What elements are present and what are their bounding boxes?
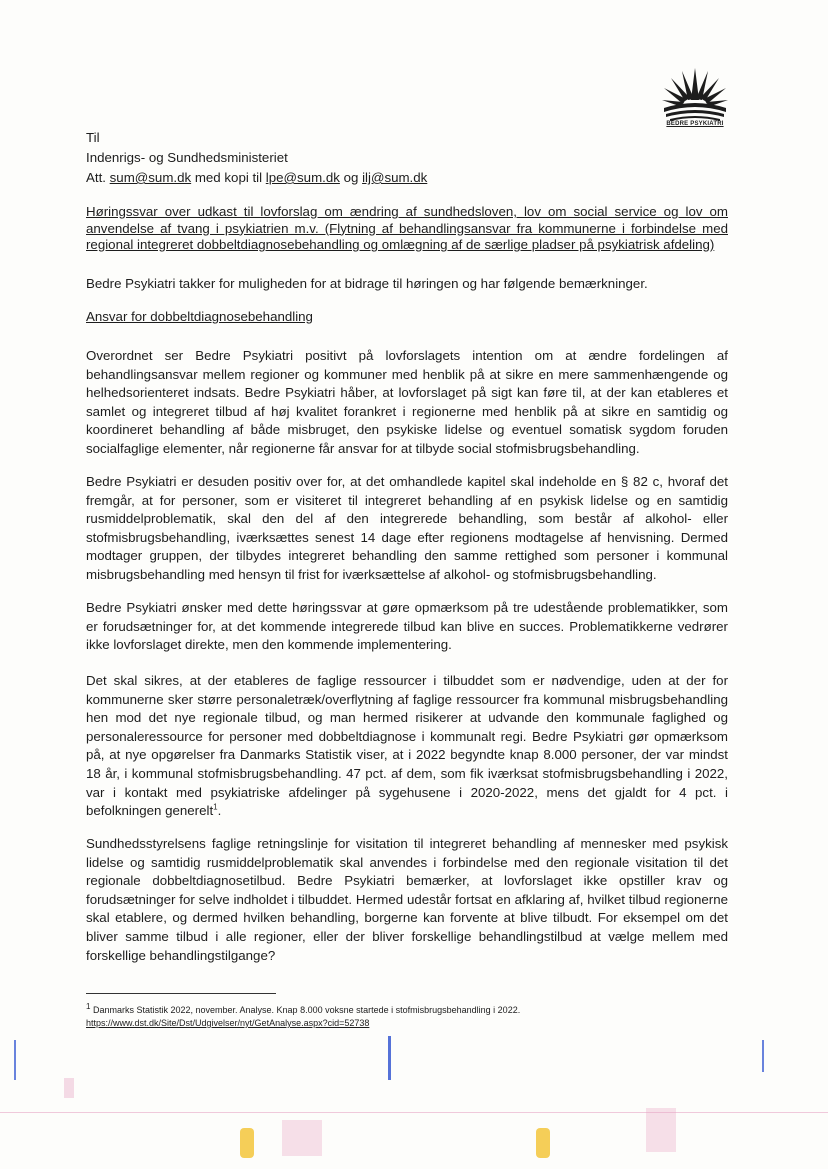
scan-mark-blue-right (762, 1040, 764, 1072)
copy-text: med kopi til (191, 170, 266, 185)
scan-line-bottom (0, 1112, 828, 1113)
att-prefix: Att. (86, 170, 110, 185)
scan-mark-yellow-2 (536, 1128, 550, 1158)
subject-line: Høringssvar over udkast til lovforslag om ændring af sundhedsloven, lov om social service og lov om anvendelse af tvang i psykiatrien m.v. (Flytning af behandlingsansvar fra kommunerne i forbindelse med regional integreret dobbeltdiagnosebehandling og omlægning af de særlige pladser på psykiatrisk afdeling) (86, 204, 728, 252)
recipient-block (86, 128, 427, 188)
logo-caption: BEDRE PSYKIATRI (666, 121, 724, 127)
footnote-number: 1 (86, 1002, 91, 1011)
paragraph-3: Bedre Psykiatri ønsker med dette høringssvar at gøre opmærksom på tre udestående problematikker, som er forudsætninger for, at det kommende integrerede tilbud kan blive en succes. Problematikkerne vedrører ikke lovforslaget direkte, men den kommende implementering. (86, 600, 728, 653)
recipient-ministry: Indenrigs- og Sundhedsministeriet (86, 150, 288, 165)
paragraph-4 (86, 672, 728, 821)
footnote (86, 1004, 726, 1030)
scan-mark-yellow-1 (240, 1128, 254, 1158)
section-heading: Ansvar for dobbeltdiagnosebehandling (86, 309, 313, 324)
paragraph-4-end: . (217, 803, 222, 819)
recipient-att-line (86, 168, 427, 188)
recipient-to: Til (86, 130, 100, 145)
footnote-url-link[interactable]: https://www.dst.dk/Site/Dst/Udgivelser/nyt/GetAnalyse.aspx?cid=52738 (86, 1018, 370, 1028)
and-text: og (339, 170, 363, 185)
scan-mark-pink-3 (64, 1078, 74, 1098)
scan-mark-blue-center (388, 1036, 391, 1080)
scan-mark-blue-left (14, 1040, 16, 1080)
paragraph-1: Overordnet ser Bedre Psykiatri positivt på lovforslagets intention om at ændre fordelingen af behandlingsansvar mellem regioner og kommuner med henblik på at sikre en mere sammenhængende og helhedsorienteret indsats. Bedre Psykiatri håber, at lovforslaget på sigt kan føre til, at der kan etableres et samlet og integreret tilbud af høj kvalitet forankret i regionerne med henblik på at sikre en samtidig og koordineret behandling af både misbruget, den psykiske lidelse og eventuel somatisk sygdom foruden socialfaglige elementer, når regionerne får ansvar for at tilbyde social stofmisbrugsbehandling. (86, 348, 728, 456)
footnote-text-line (86, 1004, 726, 1017)
footnote-reference: 1 (213, 802, 218, 812)
paragraph-5: Sundhedsstyrelsens faglige retningslinje for visitation til integreret behandling af mennesker med psykisk lidelse og samtidig rusmiddelproblematik skal anvendes i forbindelse med den regionale visitation til det regionale dobbeltdiagnosetilbud. Bedre Psykiatri bemærker, at lovforslaget ikke opstiller krav og forudsætninger for selve indholdet i tilbuddet. Hermed udestår fortsat en afklaring af, hvilket tilbud regionerne skal etablere, og dermed hvilken behandling, borgerne kan forvente at blive tilbudt. For eksempel om det bliver samme tilbud i alle regioner, eller der bliver forskellige behandlingstilbud at vælge mellem med forskellige behandlingstilgange? (86, 836, 728, 963)
paragraph-4-text: Det skal sikres, at der etableres de faglige ressourcer i tilbuddet som er nødvendige, uden at der for kommunerne sker større personaletræk/overflytning af faglige ressourcer fra kommunal misbrugsbehandling hen mod det nye regionale tilbud, og man hermed risikerer at udvande den kommunale faglighed og personaleressource for personer med dobbeltdiagnose i kommunalt regi. Bedre Psykiatri gør opmærksom på, at nye opgørelser fra Danmarks Statistik viser, at i 2022 begyndte knap 8.000 personer, der var mindst 18 år, i kommunal stofmisbrugsbehandling. 47 pct. af dem, som fik iværksat stofmisbrugsbehandling i 2022, var i kontakt med psykiatriske afdelinger på sygehusene i 2020-2022, mens det gjaldt for 4 pct. i befolkningen generelt (86, 673, 728, 819)
email-link-copy2[interactable]: ilj@sum.dk (362, 170, 428, 185)
scan-mark-pink-1 (282, 1120, 322, 1156)
footnote-divider (86, 993, 276, 994)
scan-mark-pink-2 (646, 1108, 676, 1152)
email-link-main[interactable]: sum@sum.dk (109, 170, 192, 185)
paragraph-2: Bedre Psykiatri er desuden positiv over for, at det omhandlede kapitel skal indeholde en § 82 c, hvoraf det fremgår, at for personer, som er visiteret til integreret behandling af en psykisk lidelse og en samtidig rusmiddelproblematik, skal den del af den integrerede behandling, som består af alkohol- eller stofmisbrugsbehandling, iværksættes senest 14 dage efter regionens modtagelse af henvisning. Dermed modtager gruppen, der tilbydes integreret behandling den samme rettighed som personer i kommunal misbrugsbehandling med hensyn til frist for iværksættelse af alkohol- og stofmisbrugsbehandling. (86, 474, 728, 582)
footnote-text: Danmarks Statistik 2022, november. Analyse. Knap 8.000 voksne startede i stofmisbrugsbehandling i 2022. (90, 1005, 521, 1015)
email-link-copy1[interactable]: lpe@sum.dk (265, 170, 340, 185)
intro-paragraph: Bedre Psykiatri takker for muligheden for at bidrage til høringen og har følgende bemærkninger. (86, 276, 648, 291)
